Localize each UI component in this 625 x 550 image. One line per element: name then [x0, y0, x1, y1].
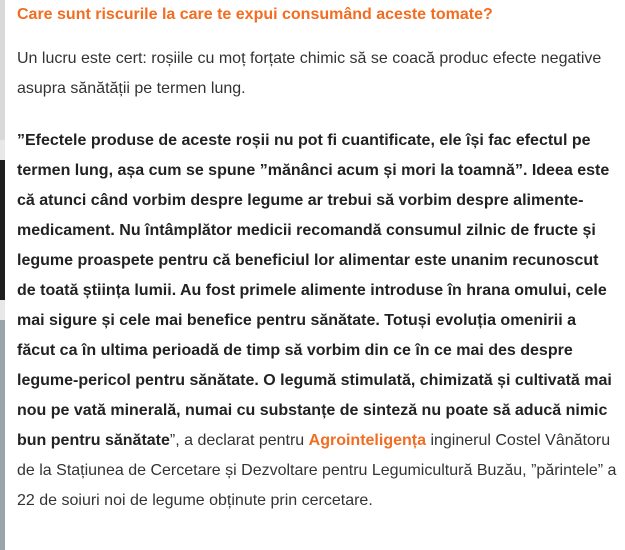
article-subheading: Care sunt riscurile la care te expui consumând aceste tomate?	[17, 6, 493, 23]
intro-paragraph: Un lucru este cert: roșiile cu moț forțate chimic să se coacă produc efecte negative asupra sănătății pe termen lung.	[17, 50, 602, 97]
agrointeligenta-link[interactable]: Agrointeligența	[308, 432, 426, 449]
article-body	[17, 4, 617, 516]
quote-tail-text: inginerul Costel Vânătoru de la Stațiunea de Cercetare și Dezvoltare pentru Legumicultură Buzău, ”părintele” a 22 de soiuri noi de legume obținute prin cercetare.	[17, 432, 617, 509]
left-edge-strip	[0, 0, 5, 550]
left-edge-segment-top	[0, 0, 5, 140]
left-edge-segment-dark	[0, 160, 5, 300]
quote-bold-text: ”Efectele produse de aceste roșii nu pot fi cuantificate, ele își fac efectul pe termen lung, așa cum se spune ”mănânci acum și mori la toamnă”. Ideea este că atunci când vorbim despre legume ar trebui să vorbim despre alimente-medicament. Nu întâmplător medicii recomandă consumul zilnic de fructe și legume proaspete pentru că beneficiul lor alimentar este unanim recunoscut de toată știința lumii. Au fost primele alimente introduse în hrana omului, cele mai sigure și cele mai benefice pentru sănătate. Totuși evoluția omenirii a făcut ca în ultima perioadă de timp să vorbim din ce în ce mai des despre legume-pericol pentru sănătate. O legumă stimulată, chimizată și cultivată mai nou pe vată minerală, numai cu substanțe de sinteză nu poate să aducă nimic bun pentru sănătate	[17, 132, 612, 449]
quote-attribution-text: ”, a declarat pentru	[169, 432, 309, 449]
quote-paragraph	[17, 126, 617, 516]
left-edge-segment-mid	[0, 320, 5, 550]
